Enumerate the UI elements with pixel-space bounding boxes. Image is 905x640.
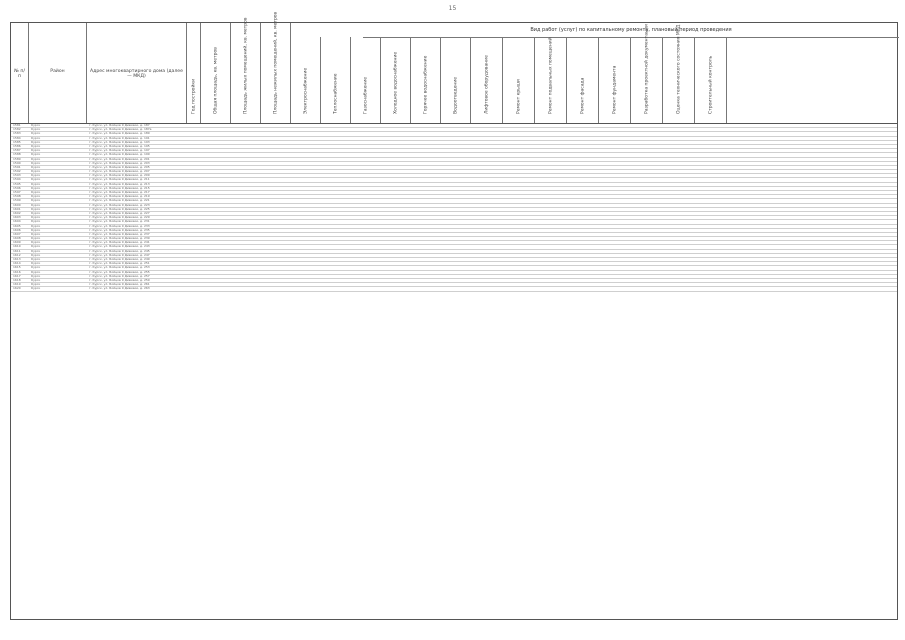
table-cell: г. Курск, ул. Бойцов 9 Дивизии, д. 255	[89, 269, 150, 274]
table-cell: 1584	[13, 135, 21, 140]
table-cell: г. Курск, ул. Бойцов 9 Дивизии, д. 249	[89, 257, 150, 261]
column-header: Разработка проектной документации	[631, 37, 663, 123]
column-header: Оценка технического состояния МКД	[663, 37, 695, 123]
table-cell: г. Курск, ул. Бойцов 9 Дивизии, д. 237	[89, 231, 150, 236]
table-cell: г. Курск, ул. Бойцов 9 Дивизии, д. 229	[89, 215, 150, 220]
table-cell: 1617	[13, 273, 21, 278]
table-cell: г. Курск, ул. Бойцов 9 Дивизии, д. 203	[89, 160, 150, 165]
table-cell: Курск	[31, 194, 41, 199]
table-cell: г. Курск, ул. Бойцов 9 Дивизии, д. 233	[89, 223, 150, 228]
table-cell: г. Курск, ул. Бойцов 9 Дивизии, д. 205	[89, 164, 150, 169]
table-cell: Курск	[31, 257, 41, 261]
column-header: Площадь нежилых помещений, кв. метров	[261, 23, 291, 123]
table-cell: Курск	[31, 219, 41, 224]
table-cell: г. Курск, ул. Бойцов 9 Дивизии, д. 239	[89, 236, 150, 241]
table-cell: Курск	[31, 160, 41, 165]
table-cell: Курск	[31, 127, 41, 132]
table-cell: Курск	[31, 152, 41, 157]
capital-repair-table	[10, 11, 898, 630]
table-cell: 1611	[13, 248, 21, 253]
table-cell: г. Курск, ул. Бойцов 9 Дивизии, д. 243	[89, 244, 150, 249]
column-header: Строительный контроль	[695, 37, 727, 123]
table-cell: 1615	[13, 265, 21, 270]
table-cell: Курск	[31, 148, 41, 153]
column-header: Адрес многоквартирного дома (далее — МКД)	[87, 23, 187, 123]
table-cell: Курск	[31, 240, 41, 245]
table-cell: 1597	[13, 190, 21, 194]
table-cell: 1583	[13, 131, 21, 136]
column-header: Электроснабжение	[291, 37, 321, 123]
table-cell: г. Курск, ул. Бойцов 9 Дивизии, д. 223	[89, 202, 150, 207]
table-cell: 1603	[13, 215, 21, 220]
table-cell: 1598	[13, 194, 21, 199]
table-cell: Курск	[31, 139, 41, 144]
table-cell: г. Курск, ул. Бойцов 9 Дивизии, д. 263	[89, 286, 150, 291]
table-cell: 1607	[13, 231, 21, 236]
table-cell: Курск	[31, 190, 41, 194]
table-cell: 1587	[13, 148, 21, 153]
table-cell: г. Курск, ул. Бойцов 9 Дивизии, д. 241	[89, 240, 150, 245]
table-cell: Курск	[31, 164, 41, 169]
table-cell: г. Курск, ул. Бойцов 9 Дивизии, д. 189	[89, 131, 150, 136]
works-group-header: Вид работ (услуг) по капитальному ремонту, плановый период проведения	[363, 23, 899, 38]
column-header: Холодное водоснабжение	[381, 37, 411, 123]
table-cell: Курск	[31, 177, 41, 182]
table-cell: Курск	[31, 227, 41, 232]
table-cell: 1599	[13, 198, 21, 203]
table-cell: 1594	[13, 177, 21, 182]
table-cell: Курск	[31, 185, 41, 190]
table-cell: 1593	[13, 173, 21, 178]
page-number: 15	[448, 5, 457, 12]
table-cell: г. Курск, ул. Бойцов 9 Дивизии, д. 217	[89, 190, 150, 194]
table-cell: 1592	[13, 169, 21, 174]
table-cell: Курск	[31, 248, 41, 253]
table-cell: 1620	[13, 286, 21, 291]
table-cell: г. Курск, ул. Бойцов 9 Дивизии, д. 227	[89, 210, 150, 215]
table-cell: г. Курск, ул. Бойцов 9 Дивизии, д. 257	[89, 273, 150, 278]
table-cell: Курск	[31, 273, 41, 278]
table-cell: Курск	[31, 252, 41, 257]
table-cell: г. Курск, ул. Бойцов 9 Дивизии, д. 221	[89, 198, 150, 203]
table-cell: Курск	[31, 231, 41, 236]
table-cell: Курск	[31, 210, 41, 215]
table-cell: 1581	[13, 124, 21, 127]
table-cell: 1604	[13, 219, 21, 224]
table-cell: 1590	[13, 160, 21, 165]
column-header: Ремонт фасада	[567, 37, 599, 123]
table-cell: Курск	[31, 206, 41, 211]
table-cell: 1616	[13, 269, 21, 274]
table-cell: Курск	[31, 265, 41, 270]
column-header: Площадь жилых помещений, кв. метров	[231, 23, 261, 123]
table-cell: г. Курск, ул. Бойцов 9 Дивизии, д. 259	[89, 277, 150, 282]
column-header: Ремонт подвальных помещений	[535, 37, 567, 123]
table-cell: г. Курск, ул. Бойцов 9 Дивизии, д. 209	[89, 173, 150, 178]
column-header: Горячее водоснабжение	[411, 37, 441, 123]
column-header: Район	[29, 23, 87, 123]
table-cell: 1618	[13, 277, 21, 282]
table-cell: г. Курск, ул. Бойцов 9 Дивизии, д. 201	[89, 156, 150, 161]
column-header: Ремонт фундамента	[599, 37, 631, 123]
table-cell: 1602	[13, 210, 21, 215]
column-header: № п/п	[11, 23, 29, 123]
table-cell: 1591	[13, 164, 21, 169]
table-cell: г. Курск, ул. Бойцов 9 Дивизии, д. 197	[89, 148, 150, 153]
table-cell: Курск	[31, 131, 41, 136]
table-cell: 1613	[13, 257, 21, 261]
table-cell: 1609	[13, 240, 21, 245]
table-cell: Курск	[31, 181, 41, 186]
column-header: Теплоснабжение	[321, 37, 351, 123]
table-cell: 1600	[13, 202, 21, 207]
table-cell: Курск	[31, 143, 41, 148]
table-cell: Курск	[31, 135, 41, 140]
table-cell: г. Курск, ул. Бойцов 9 Дивизии, д. 213	[89, 181, 150, 186]
table-cell: г. Курск, ул. Бойцов 9 Дивизии, д. 261	[89, 282, 150, 287]
table-cell: Курск	[31, 286, 41, 291]
table-cell: г. Курск, ул. Бойцов 9 Дивизии, д. 195	[89, 143, 150, 148]
table-cell: Курск	[31, 269, 41, 274]
table-cell: г. Курск, ул. Бойцов 9 Дивизии, д. 245	[89, 248, 150, 253]
table-cell: 1601	[13, 206, 21, 211]
table-cell: г. Курск, ул. Бойцов 9 Дивизии, д. 219	[89, 194, 150, 199]
table-cell: Курск	[31, 236, 41, 241]
table-cell: 1619	[13, 282, 21, 287]
table-cell: 1582	[13, 127, 21, 132]
table-cell: г. Курск, ул. Бойцов 9 Дивизии, д. 215	[89, 185, 150, 190]
table-cell: г. Курск, ул. Бойцов 9 Дивизии, д. 225	[89, 206, 150, 211]
table-header	[10, 11, 898, 124]
table-body	[10, 124, 898, 620]
table-cell: г. Курск, ул. Бойцов 9 Дивизии, д. 199	[89, 152, 150, 157]
table-cell: 1586	[13, 143, 21, 148]
table-cell: Курск	[31, 169, 41, 174]
column-header: Год постройки	[187, 23, 201, 123]
column-header: Общая площадь, кв. метров	[201, 23, 231, 123]
table-row	[11, 287, 897, 291]
table-cell: 1595	[13, 181, 21, 186]
table-cell: Курск	[31, 215, 41, 220]
table-cell: 1605	[13, 223, 21, 228]
table-cell: г. Курск, ул. Бойцов 9 Дивизии, д. 231	[89, 219, 150, 224]
table-cell: г. Курск, ул. Бойцов 9 Дивизии, д. 211	[89, 177, 150, 182]
table-cell: 1612	[13, 252, 21, 257]
table-cell: г. Курск, ул. Бойцов 9 Дивизии, д. 251	[89, 261, 150, 266]
table-cell: Курск	[31, 173, 41, 178]
table-cell: 1606	[13, 227, 21, 232]
table-cell: Курск	[31, 223, 41, 228]
table-cell: г. Курск, ул. Бойцов 9 Дивизии, д. 207	[89, 169, 150, 174]
table-cell: Курск	[31, 156, 41, 161]
column-header: Водоотведение	[441, 37, 471, 123]
table-cell: Курск	[31, 282, 41, 287]
table-cell: г. Курск, ул. Бойцов 9 Дивизии, д. 191	[89, 135, 150, 140]
table-cell: г. Курск, ул. Бойцов 9 Дивизии, д. 187а	[89, 127, 152, 132]
table-cell: 1588	[13, 152, 21, 157]
table-cell: Курск	[31, 202, 41, 207]
table-cell: 1589	[13, 156, 21, 161]
table-cell: 1610	[13, 244, 21, 249]
column-header: Лифтовое оборудование	[471, 37, 503, 123]
table-cell: Курск	[31, 277, 41, 282]
table-cell: 1596	[13, 185, 21, 190]
column-header: Газоснабжение	[351, 37, 381, 123]
column-header: Ремонт крыши	[503, 37, 535, 123]
table-cell: г. Курск, ул. Бойцов 9 Дивизии, д. 187	[89, 124, 150, 127]
table-cell: 1614	[13, 261, 21, 266]
table-cell: Курск	[31, 244, 41, 249]
table-cell: г. Курск, ул. Бойцов 9 Дивизии, д. 193	[89, 139, 150, 144]
table-cell: 1585	[13, 139, 21, 144]
table-cell: Курск	[31, 261, 41, 266]
table-cell: Курск	[31, 124, 41, 127]
table-cell: г. Курск, ул. Бойцов 9 Дивизии, д. 247	[89, 252, 150, 257]
table-cell: г. Курск, ул. Бойцов 9 Дивизии, д. 235	[89, 227, 150, 232]
table-cell: 1608	[13, 236, 21, 241]
table-cell: г. Курск, ул. Бойцов 9 Дивизии, д. 253	[89, 265, 150, 270]
table-cell: Курск	[31, 198, 41, 203]
